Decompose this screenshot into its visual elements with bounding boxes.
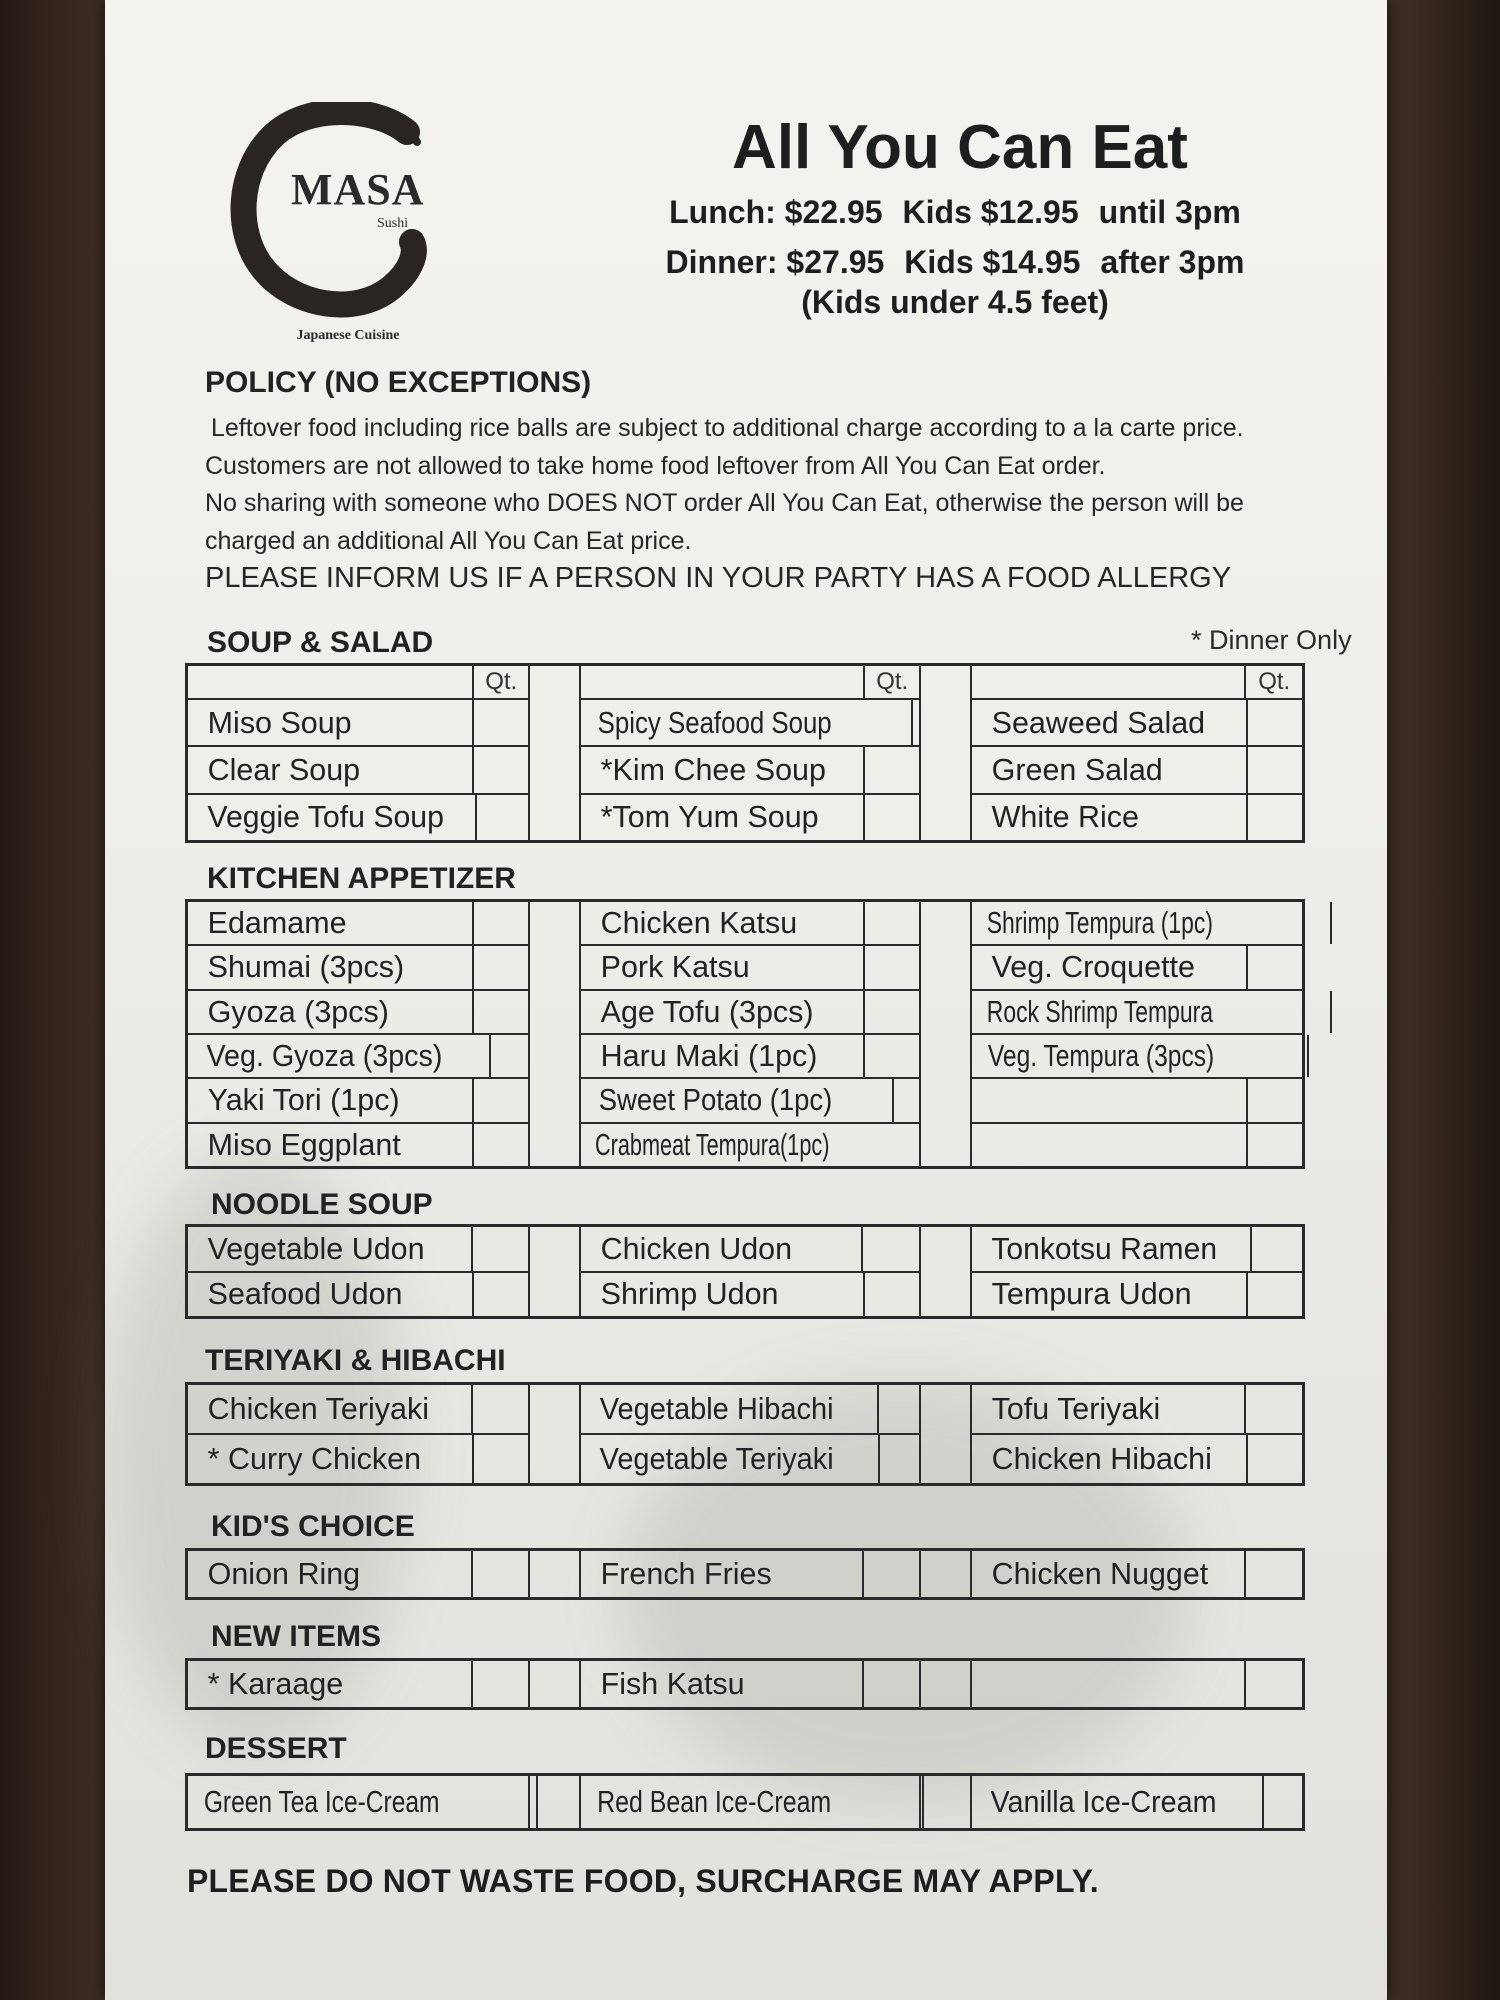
column-spacer [528, 1551, 581, 1597]
policy-line: Customers are not allowed to take home food leftover from All You Can Eat order. [205, 451, 1106, 480]
menu-item-name: Chicken Katsu [600, 905, 798, 941]
menu-item-name: *Kim Chee Soup [600, 751, 826, 787]
quantity-box[interactable] [863, 1273, 919, 1317]
quantity-box[interactable] [472, 700, 528, 745]
menu-item-row [188, 944, 528, 988]
quantity-box[interactable] [472, 1435, 528, 1483]
menu-item-row [581, 1551, 919, 1597]
menu-item-row [972, 902, 1302, 944]
menu-item-row [188, 1776, 528, 1828]
kids-choice-grid [185, 1548, 1305, 1600]
menu-item-row [188, 1661, 528, 1707]
quantity-box[interactable] [1246, 700, 1302, 745]
menu-item-name: Veg. Gyoza (3pcs) [206, 1038, 443, 1074]
quantity-box[interactable] [1246, 1124, 1302, 1166]
menu-item-row [972, 1077, 1302, 1121]
quantity-box[interactable] [1330, 902, 1332, 944]
menu-item-row [581, 1433, 919, 1483]
menu-item-name [972, 1079, 1242, 1121]
menu-item-row [581, 1776, 919, 1828]
brand-name: MASA [291, 165, 425, 214]
quantity-box[interactable] [471, 1551, 528, 1597]
cuisine-label: Japanese Cuisine [296, 328, 400, 343]
lunch-time: until 3pm [1098, 194, 1241, 230]
column-spacer [919, 902, 972, 1166]
menu-item-row [188, 989, 528, 1033]
quantity-box[interactable] [863, 795, 919, 840]
menu-item-name: Vegetable Udon [207, 1230, 425, 1266]
menu-item-name [972, 1124, 1242, 1166]
quantity-box[interactable] [878, 1435, 919, 1483]
menu-item-row [188, 1077, 528, 1121]
page-title: All You Can Eat [732, 113, 1188, 182]
menu-item-row [972, 1433, 1302, 1483]
quantity-box[interactable] [471, 1661, 528, 1707]
menu-item-row [188, 1551, 528, 1597]
menu-item-name: Age Tofu (3pcs) [600, 993, 814, 1029]
dinner-price-line [535, 244, 1375, 281]
menu-item-name: Crabmeat Tempura(1pc) [594, 1126, 830, 1162]
menu-item-row [581, 698, 919, 745]
menu-item-row [581, 1077, 919, 1121]
menu-item-row [972, 1227, 1302, 1271]
quantity-box[interactable] [862, 1551, 919, 1597]
header-blank [581, 666, 859, 698]
quantity-box[interactable] [1244, 1551, 1302, 1597]
kitchen-appetizer-grid [185, 899, 1305, 1169]
menu-item-row [972, 698, 1302, 745]
quantity-box[interactable] [1246, 1435, 1302, 1483]
menu-item-row [188, 1122, 528, 1166]
menu-item-row [581, 944, 919, 988]
menu-item-name: Chicken Hibachi [991, 1441, 1212, 1476]
quantity-box[interactable] [471, 1385, 528, 1433]
menu-item-name: Green Salad [991, 751, 1163, 787]
menu-column [188, 1661, 528, 1707]
menu-item-row [581, 793, 919, 840]
menu-item-row [581, 745, 919, 792]
quantity-box[interactable] [863, 991, 919, 1033]
menu-item-name: Shrimp Tempura (1pc) [986, 905, 1213, 941]
menu-item-row [581, 1385, 919, 1433]
menu-column [972, 1661, 1302, 1707]
menu-item-row [581, 989, 919, 1033]
menu-column [188, 1776, 528, 1828]
column-spacer [528, 1661, 581, 1707]
menu-column [972, 1776, 1302, 1828]
menu-item-row [972, 1271, 1302, 1317]
quantity-box[interactable] [472, 946, 528, 988]
menu-item-row [972, 793, 1302, 840]
menu-item-name: Vegetable Teriyaki [599, 1441, 834, 1476]
menu-item-row [188, 698, 528, 745]
menu-item-name: Veg. Croquette [991, 949, 1195, 985]
quantity-box[interactable] [1250, 1227, 1302, 1271]
menu-item-row [581, 1033, 919, 1077]
quantity-box[interactable] [863, 747, 919, 792]
policy-heading: POLICY (NO EXCEPTIONS) [205, 366, 592, 399]
menu-item-name: *Tom Yum Soup [600, 799, 819, 835]
soup-salad-grid [185, 663, 1305, 843]
menu-item-name: Shrimp Udon [600, 1276, 779, 1312]
column-spacer [528, 1776, 581, 1828]
policy-text [205, 410, 1385, 598]
menu-item-name: Seafood Udon [207, 1276, 403, 1312]
section-heading-teriyaki-hibachi: TERIYAKI & HIBACHI [205, 1344, 506, 1377]
dinner-price: Dinner: $27.95 [665, 244, 885, 280]
menu-item-name: Green Tea Ice-Cream [203, 1784, 440, 1819]
menu-item-name: Haru Maki (1pc) [600, 1038, 818, 1074]
menu-column [581, 1385, 919, 1483]
lunch-kids-price: Kids $12.95 [902, 194, 1079, 230]
policy-line: No sharing with someone who DOES NOT order All You Can Eat, otherwise the person will be [205, 489, 1244, 517]
menu-item-row [188, 1385, 528, 1433]
menu-item-row [581, 1122, 919, 1166]
dinner-time: after 3pm [1100, 244, 1245, 280]
quantity-box[interactable] [475, 795, 528, 840]
menu-item-name: Chicken Teriyaki [207, 1391, 429, 1426]
column-spacer [919, 1227, 972, 1316]
menu-item-name: Sweet Potato (1pc) [598, 1082, 833, 1118]
menu-item-name: Miso Eggplant [207, 1126, 401, 1162]
brand-sub: Sushi [377, 216, 409, 231]
menu-item-row [972, 745, 1302, 792]
menu-item-name: Tempura Udon [991, 1276, 1192, 1312]
menu-item-name: Chicken Nugget [991, 1556, 1209, 1591]
menu-column [581, 1551, 919, 1597]
qty-header-row [581, 666, 919, 698]
column-spacer [919, 1551, 972, 1597]
menu-item-row [972, 1122, 1302, 1166]
kids-note: (Kids under 4.5 feet) [801, 284, 1109, 320]
section-heading-soup-salad: SOUP & SALAD [207, 626, 434, 659]
qty-label: Qt. [1244, 666, 1302, 698]
qty-header-row [972, 666, 1302, 698]
quantity-box[interactable] [1246, 1273, 1302, 1317]
menu-item-row [188, 793, 528, 840]
menu-item-name: French Fries [600, 1556, 772, 1591]
menu-item-row [188, 1033, 528, 1077]
column-spacer [528, 902, 581, 1166]
header-blank [972, 666, 1240, 698]
menu-item-name: Seaweed Salad [991, 704, 1206, 740]
quantity-box[interactable] [1246, 747, 1302, 792]
menu-column [188, 1385, 528, 1483]
column-spacer [919, 1661, 972, 1707]
header-blank [188, 666, 468, 698]
quantity-box[interactable] [472, 1273, 528, 1317]
quantity-box[interactable] [1246, 795, 1302, 840]
menu-item-row [188, 1227, 528, 1271]
column-spacer [528, 1227, 581, 1316]
section-heading-kitchen-appetizer: KITCHEN APPETIZER [207, 862, 516, 895]
menu-item-name: Shumai (3pcs) [207, 949, 405, 985]
allergy-notice: PLEASE INFORM US IF A PERSON IN YOUR PARTY HAS A FOOD ALLERGY [205, 562, 1232, 594]
column-spacer [528, 666, 581, 840]
menu-column [972, 1551, 1302, 1597]
menu-item-name: Clear Soup [207, 751, 361, 787]
teriyaki-hibachi-grid [185, 1382, 1305, 1486]
menu-item-row [972, 1661, 1302, 1707]
menu-item-name: * Karaage [207, 1666, 344, 1701]
policy-line: charged an additional All You Can Eat price. [205, 526, 692, 555]
menu-column [188, 1227, 528, 1316]
menu-item-name: Vegetable Hibachi [599, 1391, 834, 1426]
menu-item-row [972, 944, 1302, 988]
quantity-box[interactable] [472, 991, 528, 1033]
menu-column [188, 1551, 528, 1597]
menu-column [972, 902, 1302, 1166]
menu-column [581, 1776, 919, 1828]
menu-item-name: Veggie Tofu Soup [207, 799, 444, 835]
noodle-soup-grid [185, 1224, 1305, 1319]
qty-label: Qt. [472, 666, 528, 698]
menu-item-row [581, 902, 919, 944]
quantity-box[interactable] [1244, 1661, 1302, 1707]
menu-item-name: Chicken Udon [600, 1230, 793, 1266]
menu-item-row [581, 1661, 919, 1707]
new-items-grid [185, 1658, 1305, 1710]
menu-item-name: Vanilla Ice-Cream [990, 1784, 1217, 1819]
quantity-box[interactable] [472, 1124, 528, 1166]
column-spacer [919, 1776, 972, 1828]
lunch-price: Lunch: $22.95 [669, 194, 883, 230]
quantity-box[interactable] [863, 946, 919, 988]
menu-item-row [972, 1033, 1302, 1077]
column-spacer [919, 666, 972, 840]
quantity-box[interactable] [472, 1079, 528, 1121]
menu-column [188, 666, 528, 840]
quantity-box[interactable] [471, 1227, 528, 1271]
menu-item-name: Fish Katsu [600, 1666, 745, 1701]
menu-item-row [972, 1551, 1302, 1597]
quantity-box[interactable] [1246, 1079, 1302, 1121]
menu-item-row [188, 1433, 528, 1483]
lunch-price-line [535, 194, 1375, 231]
menu-column [972, 666, 1302, 840]
menu-column [972, 1227, 1302, 1316]
quantity-box[interactable] [489, 1035, 528, 1077]
menu-item-name: Rock Shrimp Tempura [986, 993, 1213, 1029]
section-heading-new-items: NEW ITEMS [211, 1620, 381, 1653]
menu-sheet [105, 0, 1387, 2000]
quantity-box[interactable] [1246, 946, 1302, 988]
masa-logo [227, 102, 447, 342]
menu-item-row [581, 1271, 919, 1317]
menu-item-row [972, 1776, 1302, 1828]
menu-column [581, 1661, 919, 1707]
qty-label: Qt. [863, 666, 919, 698]
menu-item-name: Pork Katsu [600, 949, 750, 985]
column-spacer [919, 1385, 972, 1483]
menu-item-name: Miso Soup [207, 704, 352, 740]
menu-item-name: Veg. Tempura (3pcs) [987, 1038, 1215, 1074]
menu-item-row [972, 1385, 1302, 1433]
quantity-box[interactable] [472, 902, 528, 944]
footer-notice: PLEASE DO NOT WASTE FOOD, SURCHARGE MAY APPLY. [187, 1863, 1099, 1899]
quantity-box[interactable] [863, 902, 919, 944]
quantity-box[interactable] [877, 1385, 919, 1433]
section-heading-noodle-soup: NOODLE SOUP [211, 1188, 433, 1221]
menu-item-row [188, 1271, 528, 1317]
menu-item-name: Edamame [207, 905, 347, 941]
menu-item-row [581, 1227, 919, 1271]
menu-item-row [188, 902, 528, 944]
menu-item-name: Tonkotsu Ramen [991, 1230, 1218, 1266]
quantity-box[interactable] [472, 747, 528, 792]
menu-item-name: Gyoza (3pcs) [207, 993, 389, 1029]
quantity-box[interactable] [862, 1661, 919, 1707]
menu-item-name: Tofu Teriyaki [991, 1391, 1161, 1426]
menu-item-name: Red Bean Ice-Cream [597, 1784, 832, 1819]
dinner-kids-price: Kids $14.95 [904, 244, 1081, 280]
menu-column [188, 902, 528, 1166]
menu-item-name: Onion Ring [207, 1556, 361, 1591]
menu-item-row [188, 745, 528, 792]
menu-column [581, 1227, 919, 1316]
quantity-box[interactable] [1307, 1035, 1309, 1077]
quantity-box[interactable] [1244, 1385, 1302, 1433]
menu-item-name: White Rice [991, 799, 1139, 835]
quantity-box[interactable] [1262, 1776, 1302, 1828]
dinner-only-note: * Dinner Only [1191, 625, 1352, 655]
column-spacer [528, 1385, 581, 1483]
policy-line: Leftover food including rice balls are subject to additional charge according to a la carte price. [211, 414, 1244, 442]
quantity-box[interactable] [863, 1035, 919, 1077]
section-heading-kids-choice: KID'S CHOICE [211, 1510, 415, 1543]
qty-header-row [188, 666, 528, 698]
menu-item-name: Yaki Tori (1pc) [207, 1082, 400, 1118]
quantity-box[interactable] [1330, 991, 1332, 1033]
menu-item-row [972, 989, 1302, 1033]
menu-item-name [972, 1661, 1240, 1707]
quantity-box[interactable] [911, 700, 919, 745]
menu-column [581, 902, 919, 1166]
section-heading-dessert: DESSERT [205, 1732, 347, 1765]
dessert-grid [185, 1773, 1305, 1831]
menu-column [972, 1385, 1302, 1483]
quantity-box[interactable] [861, 1227, 919, 1271]
menu-item-name: Spicy Seafood Soup [597, 704, 832, 740]
menu-column [581, 666, 919, 840]
quantity-box[interactable] [892, 1079, 919, 1121]
menu-item-name: * Curry Chicken [207, 1441, 422, 1476]
